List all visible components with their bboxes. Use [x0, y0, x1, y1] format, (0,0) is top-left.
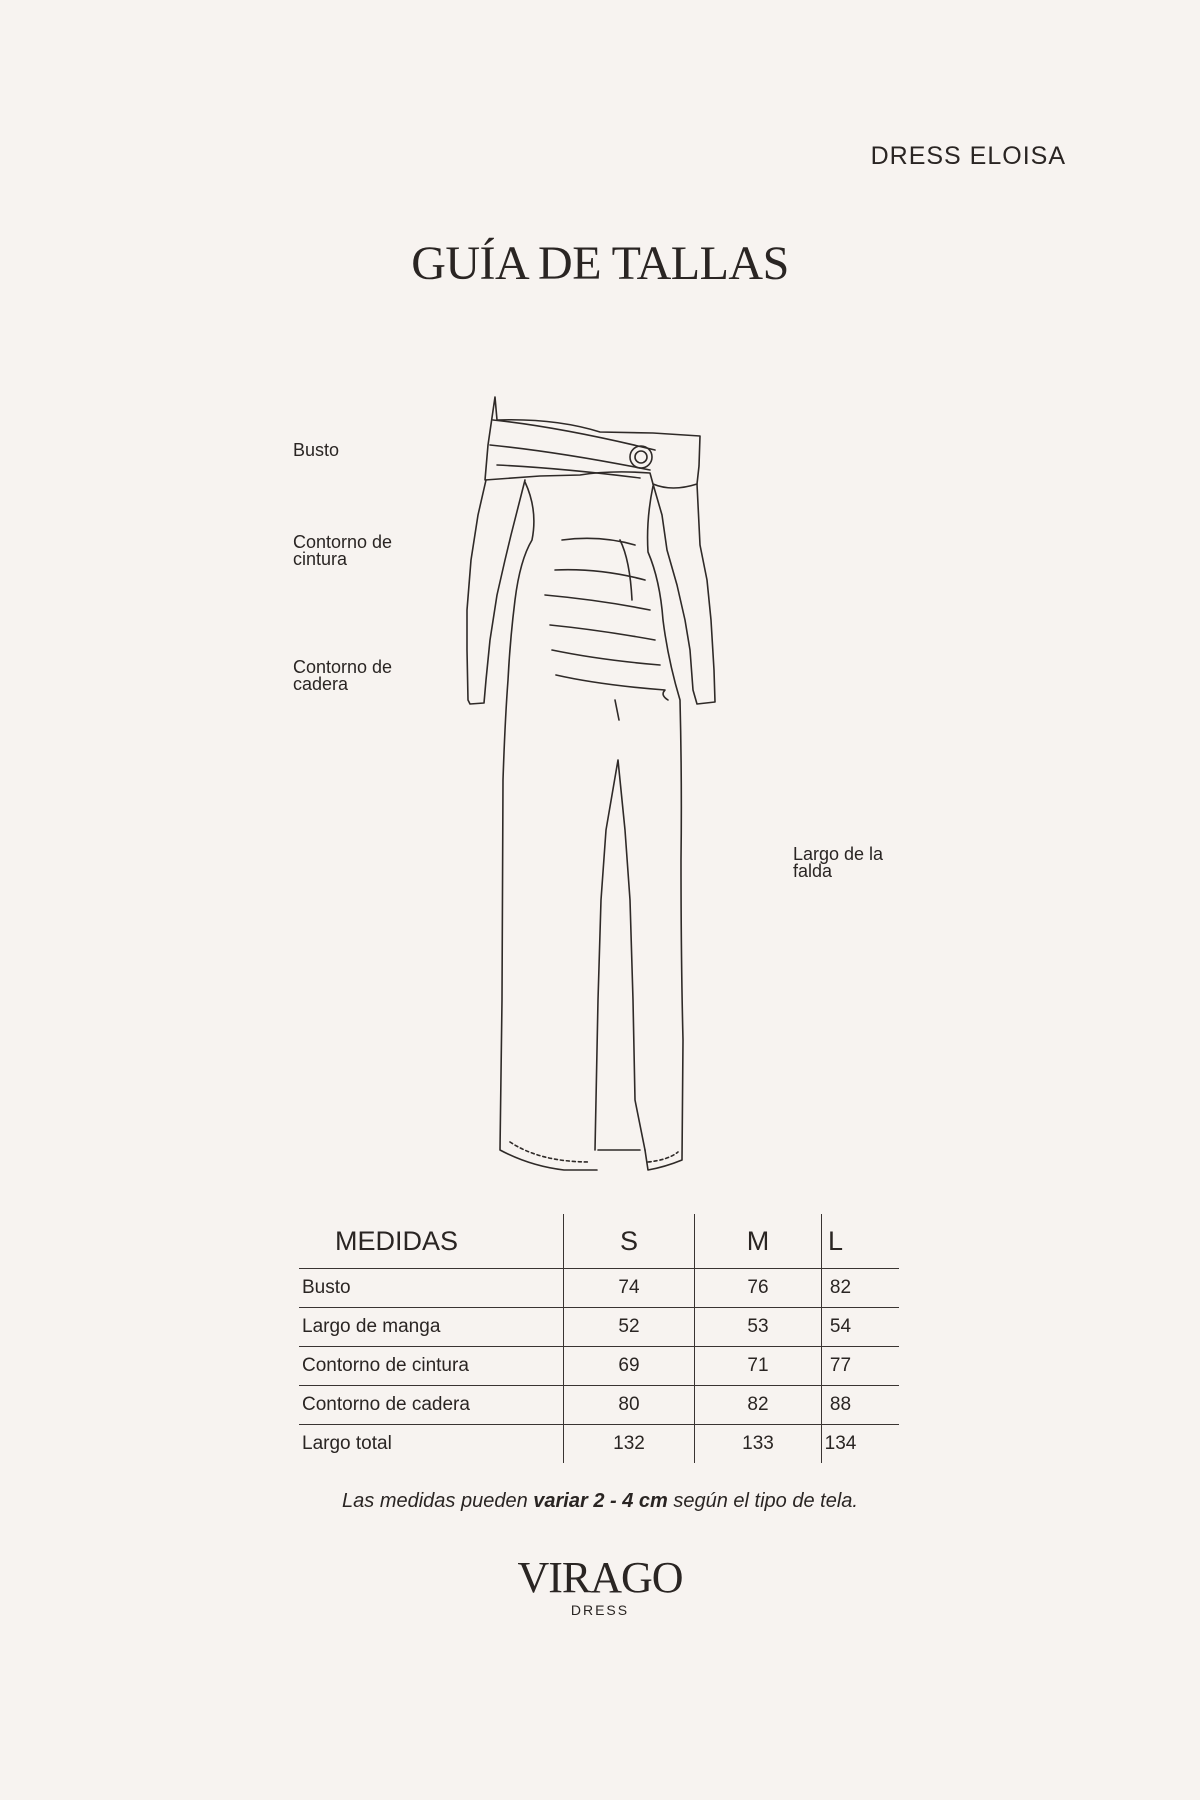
- callout-busto: [293, 442, 433, 459]
- dress-illustration: [455, 390, 725, 1180]
- header-size-m: M: [695, 1214, 822, 1269]
- row-label: Busto: [299, 1269, 564, 1308]
- size-table-header: [299, 1214, 899, 1269]
- cell-l: 54: [822, 1308, 900, 1347]
- ring-detail: [630, 446, 652, 468]
- header-size-l: L: [822, 1214, 900, 1269]
- cell-s: 132: [564, 1425, 695, 1464]
- row-label: Contorno de cadera: [299, 1386, 564, 1425]
- cell-m: 71: [695, 1347, 822, 1386]
- page-title: GUÍA DE TALLAS: [411, 237, 789, 290]
- cell-m: 76: [695, 1269, 822, 1308]
- cell-l: 134: [822, 1425, 900, 1464]
- callout-cadera-line2: cadera: [293, 674, 349, 694]
- table-row: [299, 1347, 899, 1386]
- size-table: [299, 1214, 899, 1463]
- table-row: [299, 1269, 899, 1308]
- callout-falda: [793, 846, 933, 880]
- callout-falda-line2: falda: [793, 861, 833, 881]
- row-label: Largo de manga: [299, 1308, 564, 1347]
- brand-subtitle: DRESS: [570, 1602, 630, 1618]
- callout-falda-line1: Largo de la: [793, 844, 884, 864]
- cell-l: 77: [822, 1347, 900, 1386]
- cell-s: 52: [564, 1308, 695, 1347]
- header-size-s: S: [564, 1214, 695, 1269]
- row-label: Contorno de cintura: [299, 1347, 564, 1386]
- callout-cintura-line2: cintura: [293, 549, 348, 569]
- row-label: Largo total: [299, 1425, 564, 1464]
- cell-s: 80: [564, 1386, 695, 1425]
- callout-busto-text: Busto: [293, 440, 340, 460]
- ruching: [545, 538, 668, 700]
- cell-s: 69: [564, 1347, 695, 1386]
- cell-l: 82: [822, 1269, 900, 1308]
- cell-s: 74: [564, 1269, 695, 1308]
- right-sleeve: [653, 484, 715, 704]
- callout-cintura: [293, 534, 433, 568]
- product-name: DRESS ELOISA: [870, 142, 1066, 170]
- cell-m: 82: [695, 1386, 822, 1425]
- cell-m: 53: [695, 1308, 822, 1347]
- bodice-left: [500, 482, 597, 1170]
- header-medidas: MEDIDAS: [335, 1225, 459, 1256]
- skirt-slit: [595, 760, 645, 1150]
- table-row: [299, 1386, 899, 1425]
- dress-wrap-top: [485, 397, 700, 488]
- table-row: [299, 1425, 899, 1464]
- brand-logo: VIRAGO: [517, 1553, 683, 1602]
- table-row: [299, 1308, 899, 1347]
- variation-note: Las medidas pueden variar 2 - 4 cm según el tipo de tela.: [342, 1490, 858, 1512]
- cell-m: 133: [695, 1425, 822, 1464]
- callout-cintura-line1: Contorno de: [293, 532, 393, 552]
- callout-cadera-line1: Contorno de: [293, 657, 393, 677]
- callout-cadera: [293, 659, 433, 693]
- cell-l: 88: [822, 1386, 900, 1425]
